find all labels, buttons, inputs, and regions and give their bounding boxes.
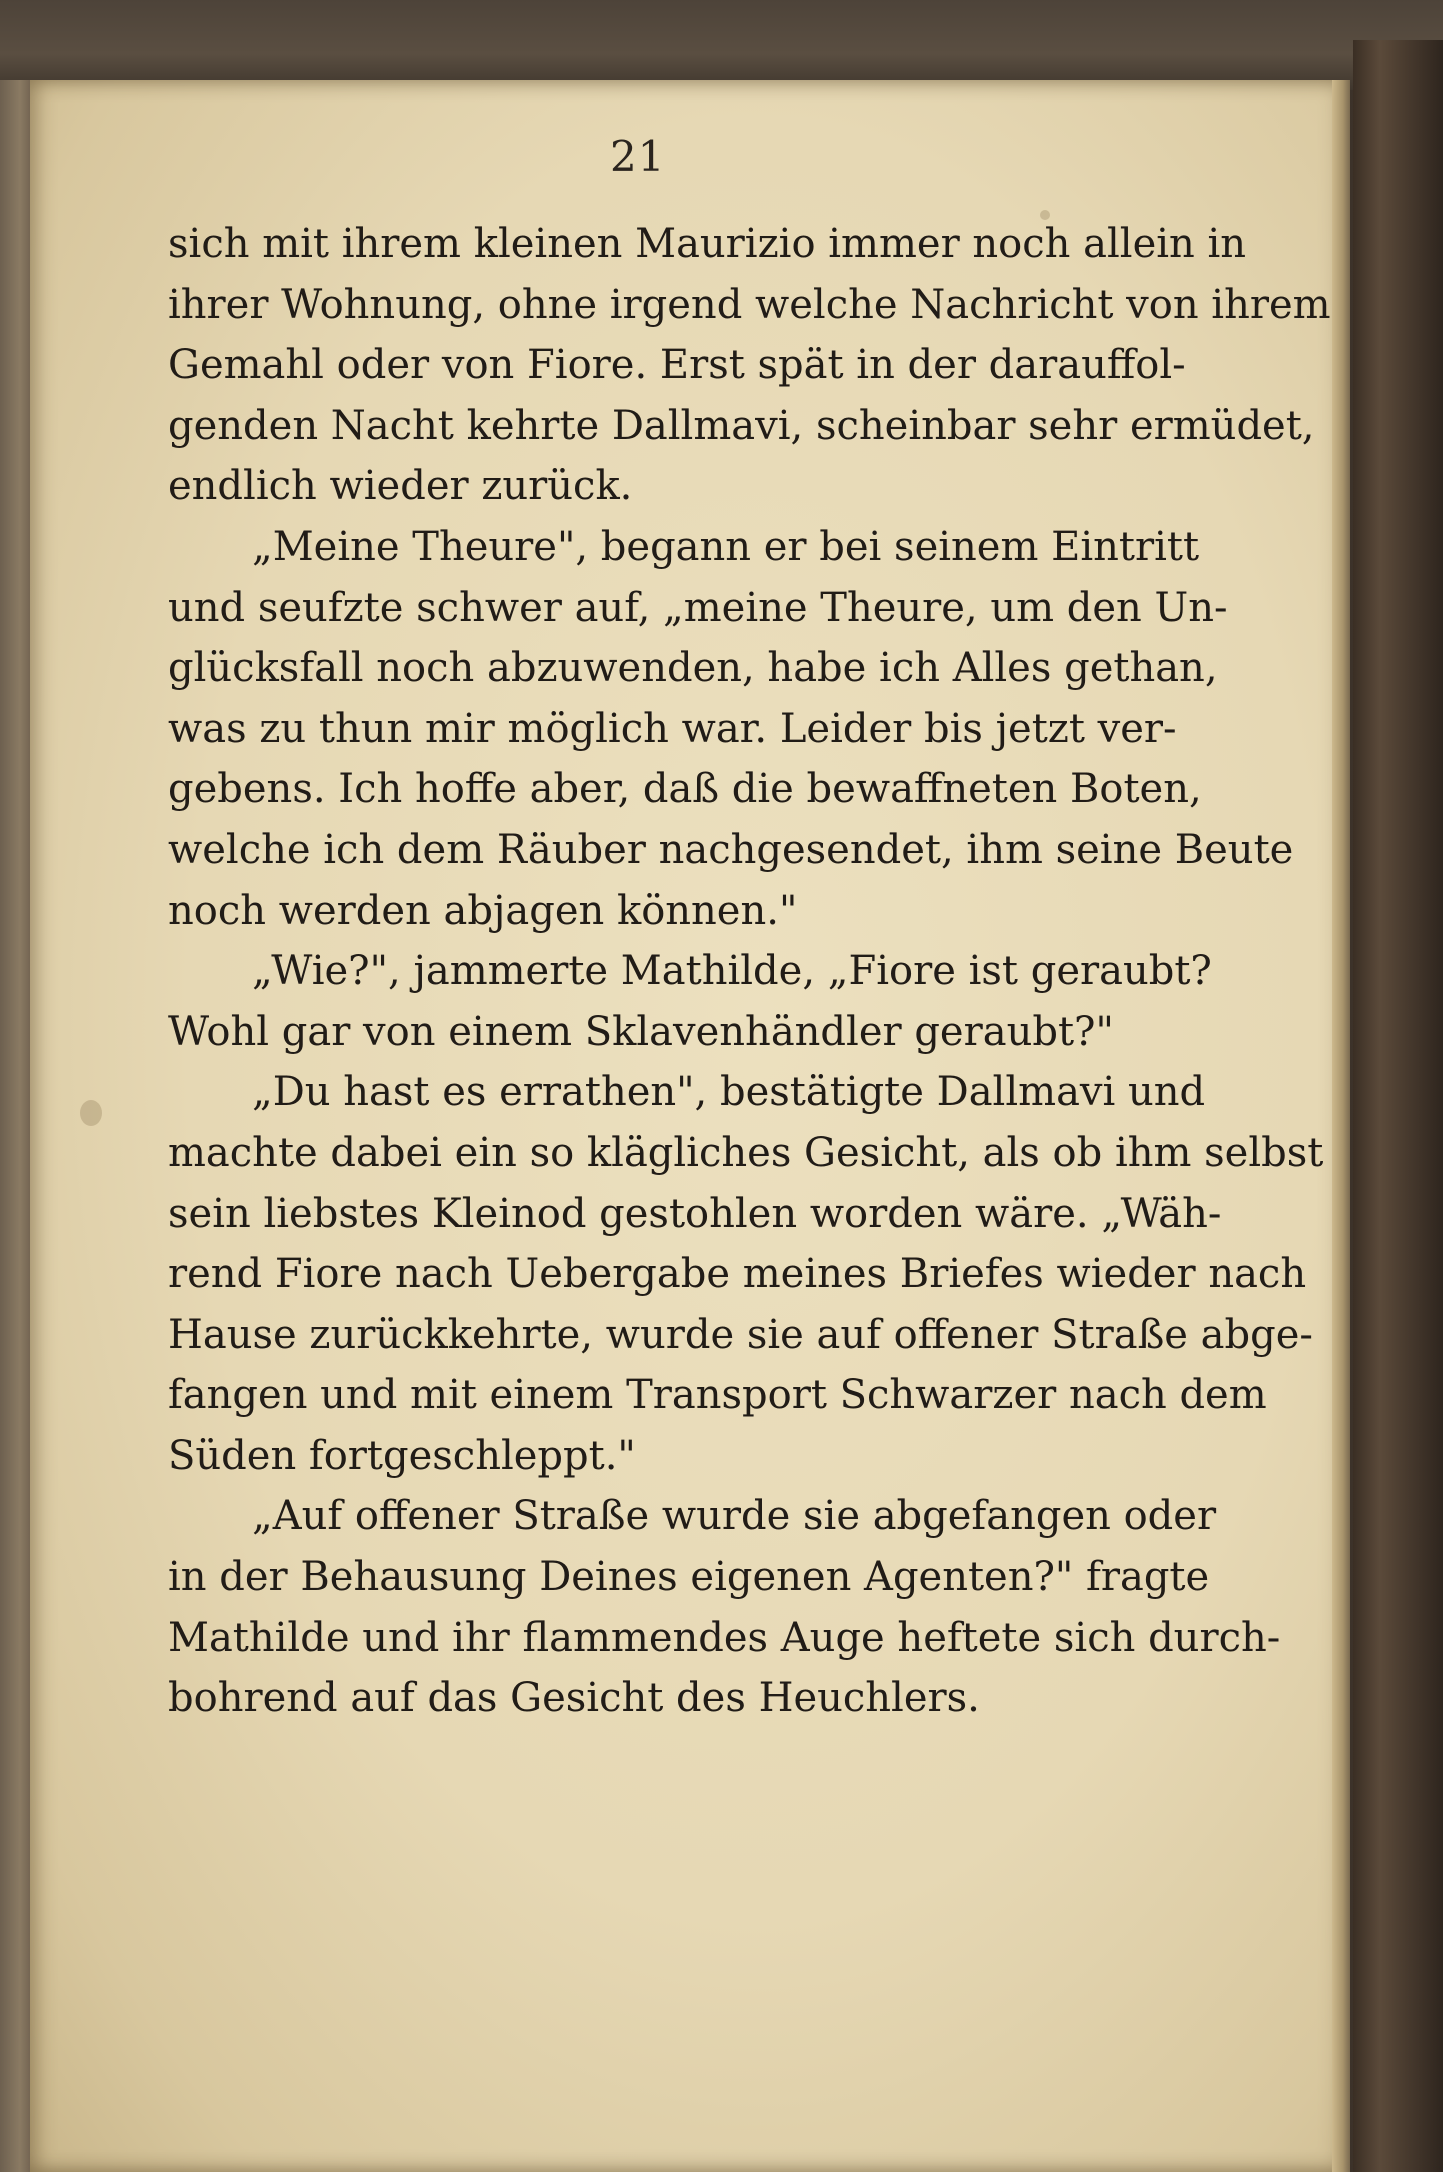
text-line: „Auf offener Straße wurde sie abgefangen oder xyxy=(252,1493,1217,1540)
page-body-text xyxy=(168,214,1331,1729)
text-line: „Meine Theure", begann er bei seinem Eintritt xyxy=(252,523,1200,570)
text-line: rend Fiore nach Uebergabe meines Briefes wieder nach xyxy=(168,1251,1307,1298)
text-line: gebens. Ich hoffe aber, daß die bewaffneten Boten, xyxy=(168,766,1202,813)
text-line: Wohl gar von einem Sklavenhändler geraubt?" xyxy=(168,1008,1114,1055)
text-line: welche ich dem Räuber nachgesendet, ihm seine Beute xyxy=(168,826,1294,873)
page-number: 21 xyxy=(610,132,666,181)
text-line: Süden fortgeschleppt." xyxy=(168,1432,636,1479)
text-line: sein liebstes Kleinod gestohlen worden wäre. „Wäh- xyxy=(168,1190,1222,1237)
text-line: noch werden abjagen können." xyxy=(168,887,798,934)
text-line: „Du hast es errathen", bestätigte Dallmavi und xyxy=(252,1069,1206,1116)
text-line: machte dabei ein so klägliches Gesicht, als ob ihm selbst xyxy=(168,1129,1324,1176)
text-line: endlich wieder zurück. xyxy=(168,463,633,510)
book-cover-top xyxy=(0,0,1443,90)
text-line: fangen und mit einem Transport Schwarzer nach dem xyxy=(168,1372,1267,1419)
text-line: und seufzte schwer auf, „meine Theure, um den Un- xyxy=(168,584,1228,631)
text-line: bohrend auf das Gesicht des Heuchlers. xyxy=(168,1675,980,1722)
foxing-spot xyxy=(80,1100,102,1126)
text-line: was zu thun mir möglich war. Leider bis jetzt ver- xyxy=(168,705,1177,752)
text-line: Hause zurückkehrte, wurde sie auf offener Straße abge- xyxy=(168,1311,1313,1358)
page-edge xyxy=(1332,80,1350,2172)
text-line: Mathilde und ihr flammendes Auge heftete sich durch- xyxy=(168,1614,1281,1661)
text-line: Gemahl oder von Fiore. Erst spät in der darauffol- xyxy=(168,342,1186,389)
text-line: sich mit ihrem kleinen Maurizio immer noch allein in xyxy=(168,221,1247,267)
book-cover-right xyxy=(1353,40,1443,2172)
text-line: genden Nacht kehrte Dallmavi, scheinbar sehr ermüdet, xyxy=(168,402,1315,449)
text-line: glücksfall noch abzuwenden, habe ich Alles gethan, xyxy=(168,645,1218,692)
text-line: „Wie?", jammerte Mathilde, „Fiore ist geraubt? xyxy=(252,948,1212,995)
text-line: ihrer Wohnung, ohne irgend welche Nachricht von ihrem xyxy=(168,281,1331,328)
text-line: in der Behausung Deines eigenen Agenten?" fragte xyxy=(168,1554,1210,1601)
